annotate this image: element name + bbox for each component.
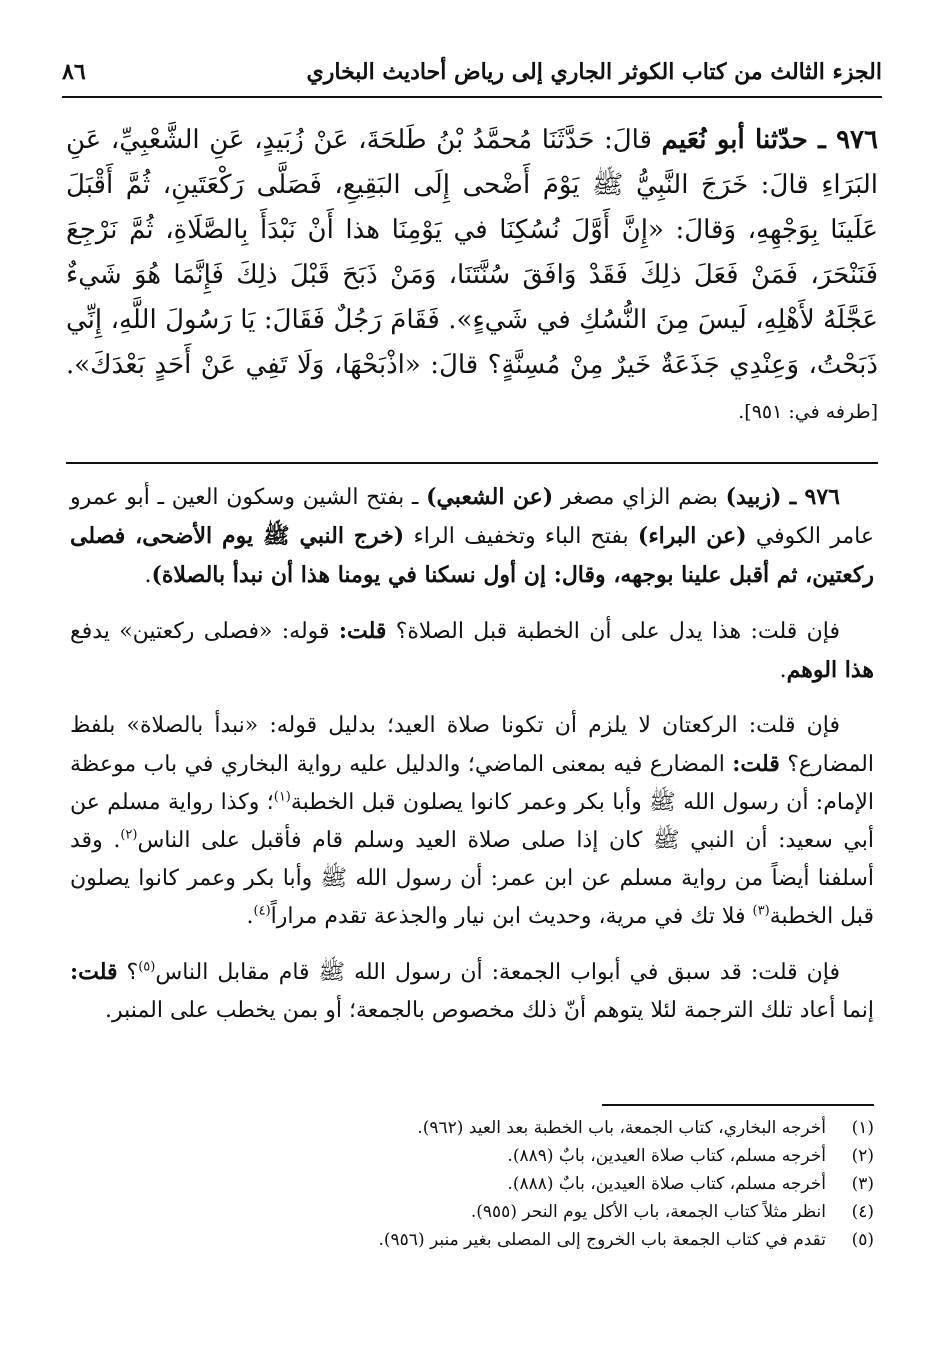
text-run: فإن قلت: قد سبق في أبواب الجمعة: أن رسول الله ﷺ قام مقابل الناس — [155, 960, 841, 985]
hadith-body: قالَ: حَدَّثَنَا مُحمَّدُ بْنُ طَلحَةَ، عَنْ زُبَيدٍ، عَنِ الشَّعْبِيِّ، عَنِ البَرَاءِ قالَ: خَرَجَ النَّبِيُّ ﷺ يَوْمَ أَضْحى إِلَى البَقِيعِ، فَصَلَّى رَكْعَتَينِ، ثُمَّ أَقْبَلَ عَلَينَا بِوَجْهِهِ، وَقالَ: «إِنَّ أَوَّلَ نُسُكِنَا في يَوْمِنَا هذا أَنْ نَبْدَأَ بِالصَّلَاةِ، ثُمَّ نَرْجِعَ فَنَنْحَرَ، فَمَنْ فَعَلَ ذلِكَ فَقَدْ وَافَقَ سُنَّتَنَا، وَمَنْ ذَبَحَ قَبْلَ ذلِكَ فَإِنَّمَا هُوَ شَيءٌ عَجَّلَهُ لأَهْلِهِ، لَيسَ مِنَ النُّسُكِ في شَيءٍ». فَقَامَ رَجُلٌ فَقَالَ: يَا رَسُولَ اللَّهِ، إِنِّي ذَبَحْتُ، وَعِنْدِي جَذَعَةٌ خَيرٌ مِنْ مُسِنَّةٍ؟ قالَ: «اذْبَحْهَا، وَلَا تَفِي عَنْ أَحَدٍ بَعْدَكَ». — [66, 125, 878, 380]
text-run: (عن البراء) — [637, 523, 747, 549]
commentary-paragraph — [70, 707, 874, 936]
text-run: (عن الشعبي) — [426, 484, 554, 510]
text-run: . — [144, 563, 152, 588]
text-run: هذا الوهم — [786, 657, 874, 683]
text-run: قلت: — [338, 618, 387, 644]
running-title: الجزء الثالث من كتاب الكوثر الجاري إلى رياض أحاديث البخاري — [306, 59, 882, 85]
footnote — [70, 1198, 874, 1226]
text-run: ؛ وكذا رواية مسلم عن أبي سعيد: أن النبي ﷺ كان إذا صلى صلاة العيد وسلم قام فأقبل على الناس — [70, 790, 874, 853]
footnote-marker: (٣) — [752, 903, 770, 919]
text-run: بفتح الباء وتخفيف الراء — [404, 524, 638, 549]
footnote-text: أخرجه مسلم، كتاب صلاة العيدين، بابٌ (٨٨٨). — [507, 1174, 826, 1194]
footnote — [70, 1142, 874, 1170]
text-run: . — [779, 658, 787, 683]
commentary-paragraph — [70, 478, 874, 595]
header-rule — [62, 96, 882, 98]
footnote-number: (٢) — [851, 1146, 874, 1166]
text-run: . — [246, 904, 254, 929]
footnote-number: (٤) — [851, 1202, 874, 1222]
footnote — [70, 1114, 874, 1142]
commentary-paragraph — [70, 612, 874, 690]
text-run: ؟ — [117, 960, 139, 985]
footnote — [70, 1170, 874, 1198]
footnote-marker: (٤) — [253, 903, 271, 919]
footnote-marker: (١) — [273, 789, 291, 805]
footnote-number: (١) — [851, 1118, 874, 1138]
text-run: ٩٧٦ ـ (زبيد) — [725, 484, 840, 510]
section-separator — [66, 462, 878, 464]
commentary — [70, 478, 874, 1047]
page-number: ٨٦ — [62, 59, 86, 85]
commentary-paragraph — [70, 953, 874, 1030]
text-run: . وقد أسلفنا أيضاً من رواية مسلم عن ابن عمر: أن رسول الله ﷺ وأبا بكر وعمر كانوا يصلون قبل الخطبة — [70, 828, 874, 929]
text-run: (خرج النبي ﷺ يوم الأضحى، فصلى ركعتين، ثم أقبل علينا بوجهه، وقال: إن أول نسكنا في يومنا هذا أن نبدأ بالصلاة) — [70, 523, 874, 588]
hadith-lead: ٩٧٦ ـ حدّثنا أبو نُعَيم — [661, 125, 878, 155]
text-run: فلا تك في مرية، وحديث ابن نيار والجذعة تقدم مراراً — [270, 904, 753, 929]
footnote-text: انظر مثلاً كتاب الجمعة، باب الأكل يوم النحر (٩٥٥). — [470, 1202, 826, 1222]
footnote-text: أخرجه مسلم، كتاب صلاة العيدين، بابٌ (٨٨٩). — [507, 1146, 826, 1166]
footnotes — [70, 1114, 874, 1254]
text-run: فإن قلت: هذا يدل على أن الخطبة قبل الصلاة؟ — [386, 619, 841, 644]
text-run: قوله: «فصلى ركعتين» يدفع — [70, 619, 339, 644]
footnote-number: (٣) — [851, 1174, 874, 1194]
text-run: قلت: — [732, 751, 780, 777]
footnote — [70, 1226, 874, 1254]
text-run: ـ بفتح الشين وسكون العين ـ أبو عمرو عامر الكوفي — [70, 485, 874, 549]
text-run: إنما أعاد تلك الترجمة لئلا يتوهم أنّ ذلك مخصوص بالجمعة؛ أو بمن يخطب على المنبر. — [105, 998, 874, 1023]
footnote-text: تقدم في كتاب الجمعة باب الخروج إلى المصلى بغير منبر (٩٥٦). — [378, 1230, 826, 1250]
text-run: فإن قلت: الركعتان لا يلزم أن تكونا صلاة العيد؛ بدليل قوله: «نبدأ بالصلاة» بلفظ المضارع؟ — [70, 713, 874, 777]
hadith-text — [66, 118, 878, 435]
text-run: قلت: — [70, 959, 118, 985]
footnote-rule — [602, 1104, 874, 1106]
footnote-text: أخرجه البخاري، كتاب الجمعة، باب الخطبة بعد العيد (٩٦٢). — [417, 1118, 826, 1138]
footnote-number: (٥) — [851, 1230, 874, 1250]
text-run: المضارع فيه بمعنى الماضي؛ والدليل عليه رواية البخاري في باب موعظة الإمام: أن رسول الله ﷺ وأبا بكر وعمر كانوا يصلون قبل الخطبة — [70, 752, 874, 815]
footnote-marker: (٥) — [138, 959, 156, 975]
tarafahu-reference: [طرفه في: ٩٥١]. — [738, 401, 878, 423]
text-run: بضم الزاي مصغر — [553, 485, 726, 510]
running-header — [62, 52, 882, 92]
footnote-marker: (٢) — [120, 827, 138, 843]
